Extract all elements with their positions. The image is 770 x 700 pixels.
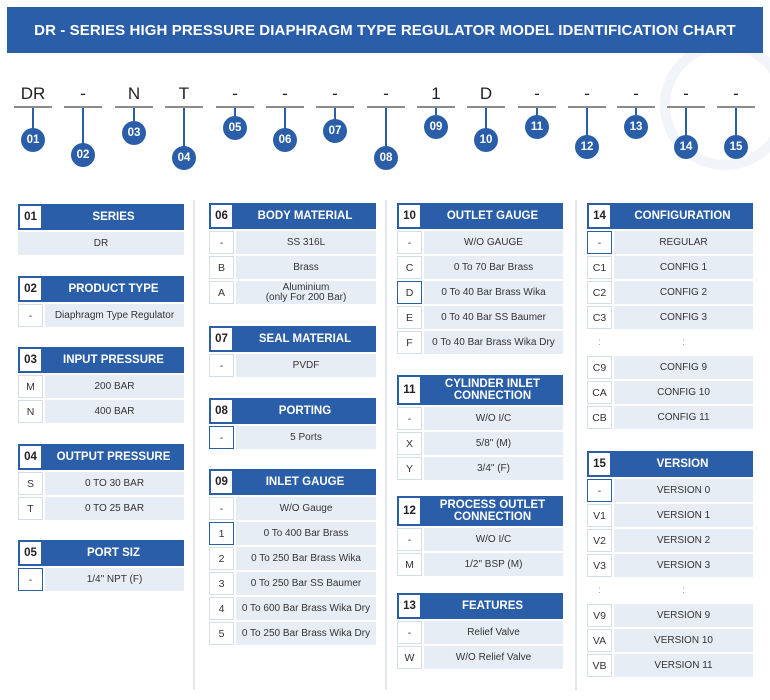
code-position-03 [115,84,153,174]
option-code: S [18,472,43,495]
code-position-12 [568,84,606,174]
column-divider [575,200,577,690]
section-title: VERSION [612,451,753,477]
code-character: - [282,84,288,103]
option-code: V1 [587,504,612,527]
position-number-badge: 03 [122,121,146,145]
section-title: PORTING [234,398,376,424]
section-09 [209,469,376,645]
option-code: - [209,497,234,520]
position-number-badge: 01 [21,128,45,152]
option-description: 0 To 70 Bar Brass [424,256,563,279]
code-position-04 [165,84,203,174]
option-code: - [397,231,422,254]
option-row [587,479,753,502]
section-15 [587,451,753,677]
section-title: PRODUCT TYPE [43,276,184,302]
option-code: - [18,568,43,591]
option-row [18,400,184,423]
option-code: - [18,304,43,327]
section-title: OUTPUT PRESSURE [43,444,184,470]
option-row [397,281,563,304]
option-code: C9 [587,356,612,379]
option-description: W/O GAUGE [424,231,563,254]
option-row [209,522,376,545]
option-row [397,256,563,279]
option-code: A [209,281,234,304]
option-description: VERSION 9 [614,604,753,627]
code-position-14 [667,84,705,174]
option-code: 5 [209,622,234,645]
option-code: VA [587,629,612,652]
position-number-badge: 14 [674,135,698,159]
option-row [18,375,184,398]
option-code: F [397,331,422,354]
option-description: 0 To 600 Bar Brass Wika Dry [236,597,376,620]
option-description: 0 TO 25 BAR [45,497,184,520]
option-row [587,654,753,677]
code-character: - [80,84,86,103]
option-row [209,426,376,449]
connector-line [183,108,185,148]
option-description: 5/8" (M) [424,432,563,455]
option-description: DR [18,232,184,255]
section-number: 03 [18,347,43,373]
option-row [209,622,376,645]
option-code: : [598,585,601,596]
option-description: SS 316L [236,231,376,254]
option-row [397,528,563,551]
option-row [209,231,376,254]
section-10 [397,203,563,354]
option-row [587,579,753,602]
option-row [209,256,376,279]
option-row [18,568,184,591]
section-title: SERIES [43,204,184,230]
option-code: E [397,306,422,329]
connector-line [385,108,387,148]
section-number: 04 [18,444,43,470]
section-title: OUTLET GAUGE [422,203,563,229]
option-row [209,497,376,520]
option-row [209,597,376,620]
option-code: M [18,375,43,398]
position-number-badge: 04 [172,146,196,170]
section-06 [209,203,376,304]
connector-line [284,108,286,130]
option-code: - [397,621,422,644]
code-character: - [332,84,338,103]
option-description: : [682,584,685,596]
option-description: W/O I/C [424,407,563,430]
position-number-badge: 11 [525,115,549,139]
connector-line [82,108,84,145]
connector-line [586,108,588,137]
option-description: CONFIG 9 [614,356,753,379]
option-row [209,547,376,570]
section-title: SEAL MATERIAL [234,326,376,352]
option-code: VB [587,654,612,677]
option-code: 1 [209,522,234,545]
section-05 [18,540,184,591]
code-character: - [733,84,739,103]
option-row [587,406,753,429]
option-code: V9 [587,604,612,627]
option-description: VERSION 2 [614,529,753,552]
section-title: INPUT PRESSURE [43,347,184,373]
option-code: - [587,479,612,502]
position-number-badge: 10 [474,128,498,152]
option-row [209,354,376,377]
option-code: D [397,281,422,304]
code-character: N [127,84,141,103]
option-row [209,281,376,304]
code-position-01 [14,84,52,174]
option-code: - [209,231,234,254]
option-description: 0 To 40 Bar Brass Wika Dry [424,331,563,354]
option-code: 4 [209,597,234,620]
position-number-badge: 13 [624,115,648,139]
option-row [397,553,563,576]
option-code: C [397,256,422,279]
option-row [587,331,753,354]
option-row [18,497,184,520]
option-description: 0 To 400 Bar Brass [236,522,376,545]
option-description: CONFIG 2 [614,281,753,304]
section-title: INLET GAUGE [234,469,376,495]
section-number: 11 [397,375,422,405]
option-description: 3/4" (F) [424,457,563,480]
option-description: 5 Ports [236,426,376,449]
option-description: CONFIG 1 [614,256,753,279]
position-number-badge: 02 [71,143,95,167]
option-code: - [397,528,422,551]
code-position-09 [417,84,455,174]
code-position-05 [216,84,254,174]
connector-line [485,108,487,130]
option-description: 1/2" BSP (M) [424,553,563,576]
option-row [587,554,753,577]
option-description: 0 To 250 Bar Brass Wika [236,547,376,570]
option-code: - [209,354,234,377]
option-row [18,232,184,255]
code-character: DR [20,84,46,103]
option-row [397,432,563,455]
option-code: W [397,646,422,669]
section-number: 02 [18,276,43,302]
option-description: VERSION 11 [614,654,753,677]
section-number: 01 [18,204,43,230]
code-position-15 [717,84,755,174]
option-row [587,529,753,552]
option-description: 0 To 40 Bar SS Baumer [424,306,563,329]
position-number-badge: 09 [424,115,448,139]
section-title: CYLINDER INLET CONNECTION [422,375,563,405]
option-row [587,306,753,329]
option-description: VERSION 1 [614,504,753,527]
chart-title: DR - SERIES HIGH PRESSURE DIAPHRAGM TYPE REGULATOR MODEL IDENTIFICATION CHART [7,7,763,53]
code-character: 1 [431,84,441,103]
option-description: 400 BAR [45,400,184,423]
section-number: 15 [587,451,612,477]
section-03 [18,347,184,423]
section-title: BODY MATERIAL [234,203,376,229]
section-title: PROCESS OUTLET CONNECTION [422,496,563,526]
option-row [397,646,563,669]
position-number-badge: 08 [374,146,398,170]
position-number-badge: 15 [724,135,748,159]
option-row [587,604,753,627]
option-row [397,457,563,480]
option-description: W/O Gauge [236,497,376,520]
section-number: 08 [209,398,234,424]
option-code: CA [587,381,612,404]
option-code: 3 [209,572,234,595]
option-row [397,407,563,430]
code-character: - [232,84,238,103]
option-code: - [587,231,612,254]
option-description: W/O Relief Valve [424,646,563,669]
section-14 [587,203,753,429]
option-code: - [209,426,234,449]
option-description: Relief Valve [424,621,563,644]
option-description: : [682,336,685,348]
code-character: T [178,84,190,103]
option-description: 0 TO 30 BAR [45,472,184,495]
section-13 [397,593,563,669]
option-row [397,331,563,354]
section-04 [18,444,184,520]
section-number: 10 [397,203,422,229]
section-title: PORT SIZ [43,540,184,566]
position-number-badge: 06 [273,128,297,152]
option-code: Y [397,457,422,480]
code-character: - [633,84,639,103]
option-description: PVDF [236,354,376,377]
position-number-badge: 05 [223,116,247,140]
option-row [397,306,563,329]
option-code: CB [587,406,612,429]
option-row [209,572,376,595]
option-code: T [18,497,43,520]
option-code: 2 [209,547,234,570]
option-row [397,231,563,254]
option-code: B [209,256,234,279]
section-11 [397,375,563,480]
section-02 [18,276,184,327]
option-description: W/O I/C [424,528,563,551]
section-number: 13 [397,593,422,619]
section-number: 14 [587,203,612,229]
option-row [587,281,753,304]
option-description: 0 To 250 Bar SS Baumer [236,572,376,595]
option-description: VERSION 10 [614,629,753,652]
section-title: FEATURES [422,593,563,619]
code-position-08 [367,84,405,174]
code-character: - [584,84,590,103]
section-title: CONFIGURATION [612,203,753,229]
position-number-badge: 07 [323,119,347,143]
option-row [587,256,753,279]
option-row [18,304,184,327]
code-position-07 [316,84,354,174]
option-code: C3 [587,306,612,329]
option-code: X [397,432,422,455]
option-row [587,231,753,254]
section-number: 07 [209,326,234,352]
option-row [397,621,563,644]
section-number: 05 [18,540,43,566]
option-description: CONFIG 3 [614,306,753,329]
option-code: V2 [587,529,612,552]
option-description: REGULAR [614,231,753,254]
column-divider [193,200,195,690]
option-description: 200 BAR [45,375,184,398]
code-position-02 [64,84,102,174]
section-07 [209,326,376,377]
option-description: Brass [236,256,376,279]
code-position-13 [617,84,655,174]
option-description: 0 To 40 Bar Brass Wika [424,281,563,304]
option-description: CONFIG 10 [614,381,753,404]
position-number-badge: 12 [575,135,599,159]
connector-line [685,108,687,137]
connector-line [735,108,737,137]
option-row [587,629,753,652]
section-number: 06 [209,203,234,229]
code-position-10 [467,84,505,174]
section-number: 09 [209,469,234,495]
option-code: N [18,400,43,423]
option-code: - [397,407,422,430]
option-row [587,504,753,527]
option-code: V3 [587,554,612,577]
section-01 [18,204,184,255]
section-08 [209,398,376,449]
code-position-06 [266,84,304,174]
code-character: - [383,84,389,103]
option-description: Aluminium (only For 200 Bar) [236,281,376,304]
option-row [587,381,753,404]
option-row [587,356,753,379]
code-character: - [683,84,689,103]
option-code: C2 [587,281,612,304]
section-12 [397,496,563,576]
option-description: VERSION 0 [614,479,753,502]
option-code: C1 [587,256,612,279]
option-description: Diaphragm Type Regulator [45,304,184,327]
code-character: D [479,84,493,103]
option-code: M [397,553,422,576]
option-description: VERSION 3 [614,554,753,577]
column-divider [385,200,387,690]
option-row [18,472,184,495]
option-code: : [598,337,601,348]
option-description: CONFIG 11 [614,406,753,429]
code-character: - [534,84,540,103]
connector-line [32,108,34,130]
option-description: 0 To 250 Bar Brass Wika Dry [236,622,376,645]
code-position-11 [518,84,556,174]
option-description: 1/4" NPT (F) [45,568,184,591]
section-number: 12 [397,496,422,526]
